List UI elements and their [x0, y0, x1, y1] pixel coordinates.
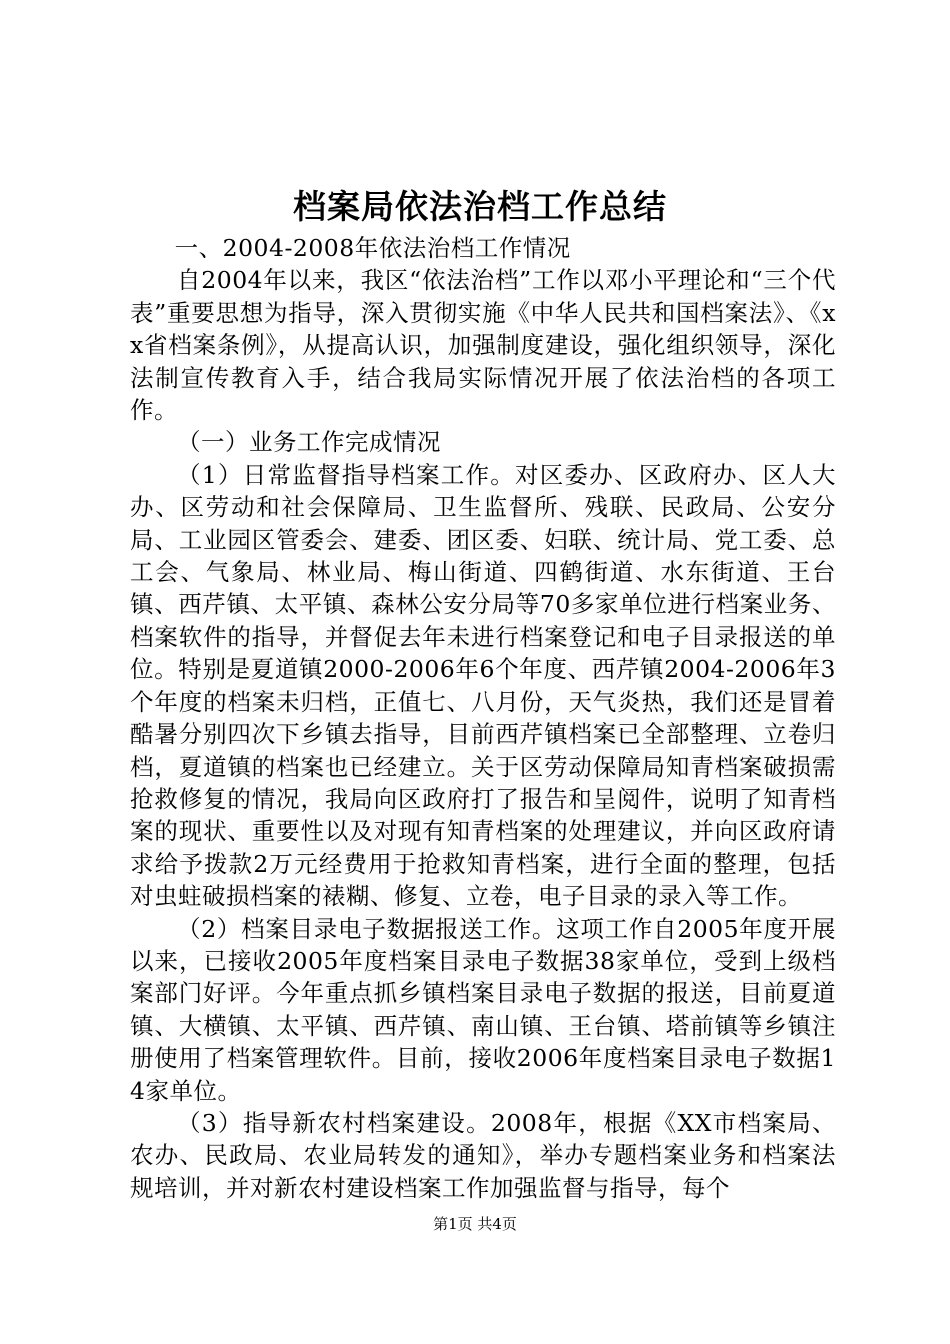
- paragraph-item-2: （2）档案目录电子数据报送工作。这项工作自2005年度开展以来，已接收2005年度档案目录电子数据38家单位，受到上级档案部门好评。今年重点抓乡镇档案目录电子数据的报送，目前夏道镇、大横镇、太平镇、西芹镇、南山镇、王台镇、塔前镇等乡镇注册使用了档案管理软件。目前，接收2006年度档案目录电子数据14家单位。: [130, 914, 836, 1105]
- paragraph-item-3: （3）指导新农村档案建设。2008年，根据《XX市档案局、农办、民政局、农业局转发的通知》，举办专题档案业务和档案法规培训，并对新农村建设档案工作加强监督与指导，每个: [130, 1108, 836, 1202]
- document-body: [130, 232, 836, 1204]
- section-heading: 一、2004-2008年依法治档工作情况: [174, 234, 571, 262]
- page-footer: 第1页 共4页: [433, 1215, 517, 1233]
- subsection-heading: （一）业务工作完成情况: [177, 428, 441, 457]
- document-title: 档案局依法治档工作总结: [293, 187, 667, 226]
- paragraph-item-1: （1）日常监督指导档案工作。对区委办、区政府办、区人大办、区劳动和社会保障局、卫生监督所、残联、民政局、公安分局、工业园区管委会、建委、团区委、妇联、统计局、党工委、总工会、气象局、林业局、梅山街道、四鹤街道、水东街道、王台镇、西芹镇、太平镇、森林公安分局等70多家单位进行档案业务、档案软件的指导，并督促去年未进行档案登记和电子目录报送的单位。特别是夏道镇2000-2006年6个年度、西芹镇2004-2006年3个年度的档案未归档，正值七、八月份，天气炎热，我们还是冒着酷暑分别四次下乡镇去指导，目前西芹镇档案已全部整理、立卷归档，夏道镇的档案也已经建立。关于区劳动保障局知青档案破损需抢救修复的情况，我局向区政府打了报告和呈阅件，说明了知青档案的现状、重要性以及对现有知青档案的处理建议，并向区政府请求给予拨款2万元经费用于抢救知青档案，进行全面的整理，包括对虫蛀破损档案的裱糊、修复、立卷，电子目录的录入等工作。: [130, 460, 836, 911]
- intro-paragraph: 自2004年以来，我区“依法治档”工作以邓小平理论和“三个代表”重要思想为指导，深入贯彻实施《中华人民共和国档案法》、《xx省档案条例》，从提高认识，加强制度建设，强化组织领导，深化法制宣传教育入手，结合我局实际情况开展了依法治档的各项工作。: [130, 266, 836, 425]
